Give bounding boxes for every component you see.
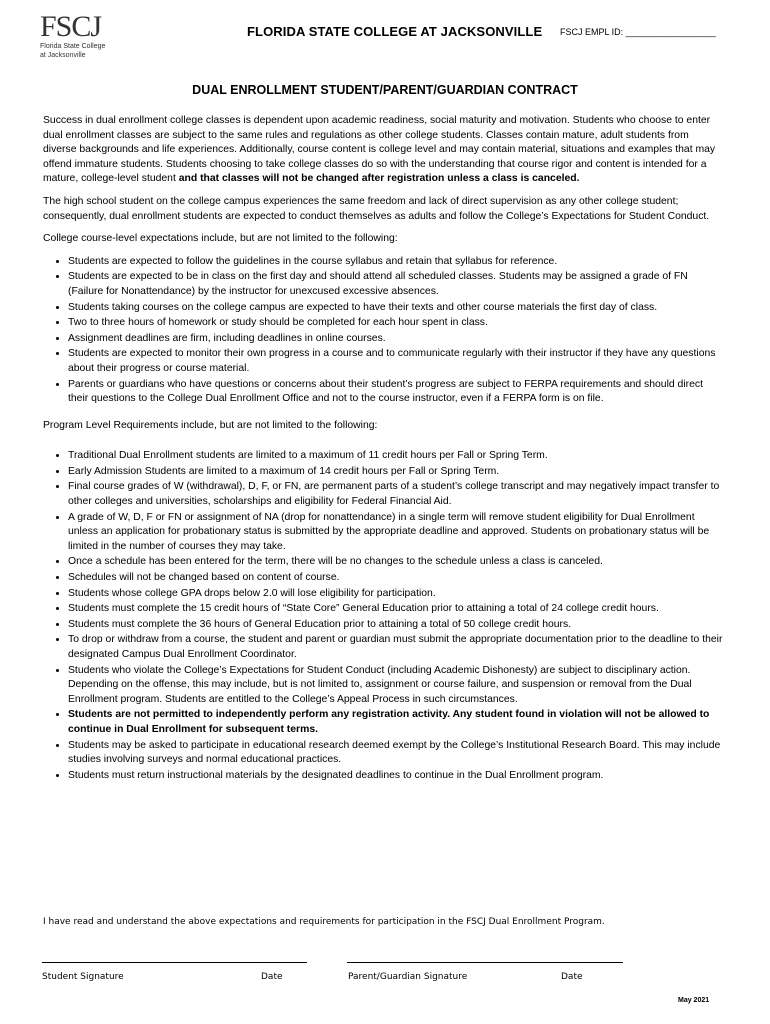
parent-signature-line[interactable] <box>347 962 623 963</box>
list-item: • Students who violate the College’s Expectations for Student Conduct (including Academic Dishonesty) are subject to disciplinary action. Depending on the offense, this may include, but is not limited to, assignment or course failure, and suspension or removal from the Dual Enrollment program. Students are entitled to the College’s Appeal Process in such circumstances. <box>68 663 723 708</box>
program-requirements-list <box>43 448 723 783</box>
student-signature-label: Student Signature <box>42 972 124 982</box>
list-item: • Students are expected to follow the guidelines in the course syllabus and retain that syllabus for reference. <box>68 254 723 270</box>
college-expectations-list <box>43 254 723 407</box>
list-item: • Students must complete the 36 hours of General Education prior to attaining a total of 50 college credit hours. <box>68 617 723 633</box>
list-item: • Final course grades of W (withdrawal), D, F, or FN, are permanent parts of a student’s college transcript and may negatively impact transfer to other colleges and universities, scholarships and eligibility for Federal Financial Aid. <box>68 479 723 509</box>
list-item: • Early Admission Students are limited to a maximum of 14 credit hours per Fall or Spring Term. <box>68 464 723 480</box>
college-expectations-intro: College course-level expectations include, but are not limited to the following: <box>43 233 398 245</box>
list-item: • Schedules will not be changed based on content of course. <box>68 570 723 586</box>
list-item: • Students whose college GPA drops below 2.0 will lose eligibility for participation. <box>68 586 723 602</box>
list-item: • Once a schedule has been entered for the term, there will be no changes to the schedule unless a class is canceled. <box>68 554 723 570</box>
list-item: • Assignment deadlines are firm, including deadlines in online courses. <box>68 331 723 347</box>
parent-date-label: Date <box>561 972 583 982</box>
fscj-logo <box>40 12 110 60</box>
list-item: • To drop or withdraw from a course, the student and parent or guardian must submit the appropriate documentation prior to the deadline to their designated Campus Dual Enrollment Coordinator. <box>68 632 723 662</box>
list-item-bold: • Students are not permitted to independently perform any registration activity. Any student found in violation will not be allowed to continue in Dual Enrollment for subsequent terms. <box>68 707 723 737</box>
intro-text: Success in dual enrollment college classes is dependent upon academic readiness, social maturity and motivation. Students who choose to enter dual enrollment classes are subject to the same rules and regulations as other college students. Classes contain mature, adult students from diverse backgrounds and life experiences. Additionally, course content is college level and may contain material, situations and examples that may offend immature students. Students choosing to take college classes do so with the understanding that course rigor and content is intended for a mature, college-level student <box>43 115 716 185</box>
acknowledgement-statement: I have read and understand the above expectations and requirements for participation in the FSCJ Dual Enrollment Program. <box>43 917 605 927</box>
logo-subtitle-line1: Florida State College <box>40 43 106 50</box>
list-item: • Students must complete the 15 credit hours of “State Core” General Education prior to attaining a total of 24 college credit hours. <box>68 601 723 617</box>
list-item: • Traditional Dual Enrollment students are limited to a maximum of 11 credit hours per Fall or Spring Term. <box>68 448 723 464</box>
list-item: • A grade of W, D, F or FN or assignment of NA (drop for nonattendance) in a single term will remove student eligibility for Dual Enrollment unless an application for probationary status is submitted by the appropriate deadline and approved. Students on probationary status will be limited in the number of courses they may take. <box>68 510 723 555</box>
logo-subtitle-line2: at Jacksonville <box>40 52 86 59</box>
list-item: • Students taking courses on the college campus are expected to have their texts and other course materials the first day of class. <box>68 300 723 316</box>
list-item: • Students are expected to monitor their own progress in a course and to communicate regularly with their instructor if they have any questions about their progress or course material. <box>68 346 723 376</box>
student-signature-line[interactable] <box>42 962 307 963</box>
program-requirements-intro: Program Level Requirements include, but are not limited to the following: <box>43 419 378 431</box>
list-item: • Parents or guardians who have questions or concerns about their student’s progress are subject to FERPA requirements and should direct their questions to the College Dual Enrollment Office and not to the course instructor, even if a FERPA form is on file. <box>68 377 723 407</box>
list-item: • Students may be asked to participate in educational research deemed exempt by the College’s Institutional Research Board. This may include studies involving surveys and normal educational practices. <box>68 738 723 768</box>
empl-id-field: FSCJ EMPL ID: __________________ <box>560 27 716 37</box>
intro-bold-text: and that classes will not be changed after registration unless a class is canceled. <box>178 173 580 185</box>
list-item: • Students are expected to be in class on the first day and should attend all scheduled classes. Students may be assigned a grade of FN (Failure for Nonattendance) by the instructor for unexcused excessive absences. <box>68 269 723 299</box>
student-date-label: Date <box>261 972 283 982</box>
parent-signature-label: Parent/Guardian Signature <box>348 972 468 982</box>
logo-mark: FSCJ <box>40 10 102 43</box>
contract-body <box>43 114 723 783</box>
intro-paragraph <box>43 114 723 187</box>
campus-paragraph: The high school student on the college campus experiences the same freedom and lack of direct supervision as any other college student; consequently, dual enrollment students are expected to conduct themselves as adults and follow the College’s Expectations for Student Conduct. <box>43 195 710 222</box>
list-item: • Students must return instructional materials by the designated deadlines to continue in the Dual Enrollment program. <box>68 768 723 784</box>
revision-date: May 2021 <box>678 997 710 1004</box>
college-name-header: FLORIDA STATE COLLEGE AT JACKSONVILLE <box>247 24 543 39</box>
list-item: • Two to three hours of homework or study should be completed for each hour spent in class. <box>68 315 723 331</box>
contract-title: DUAL ENROLLMENT STUDENT/PARENT/GUARDIAN CONTRACT <box>192 83 578 97</box>
